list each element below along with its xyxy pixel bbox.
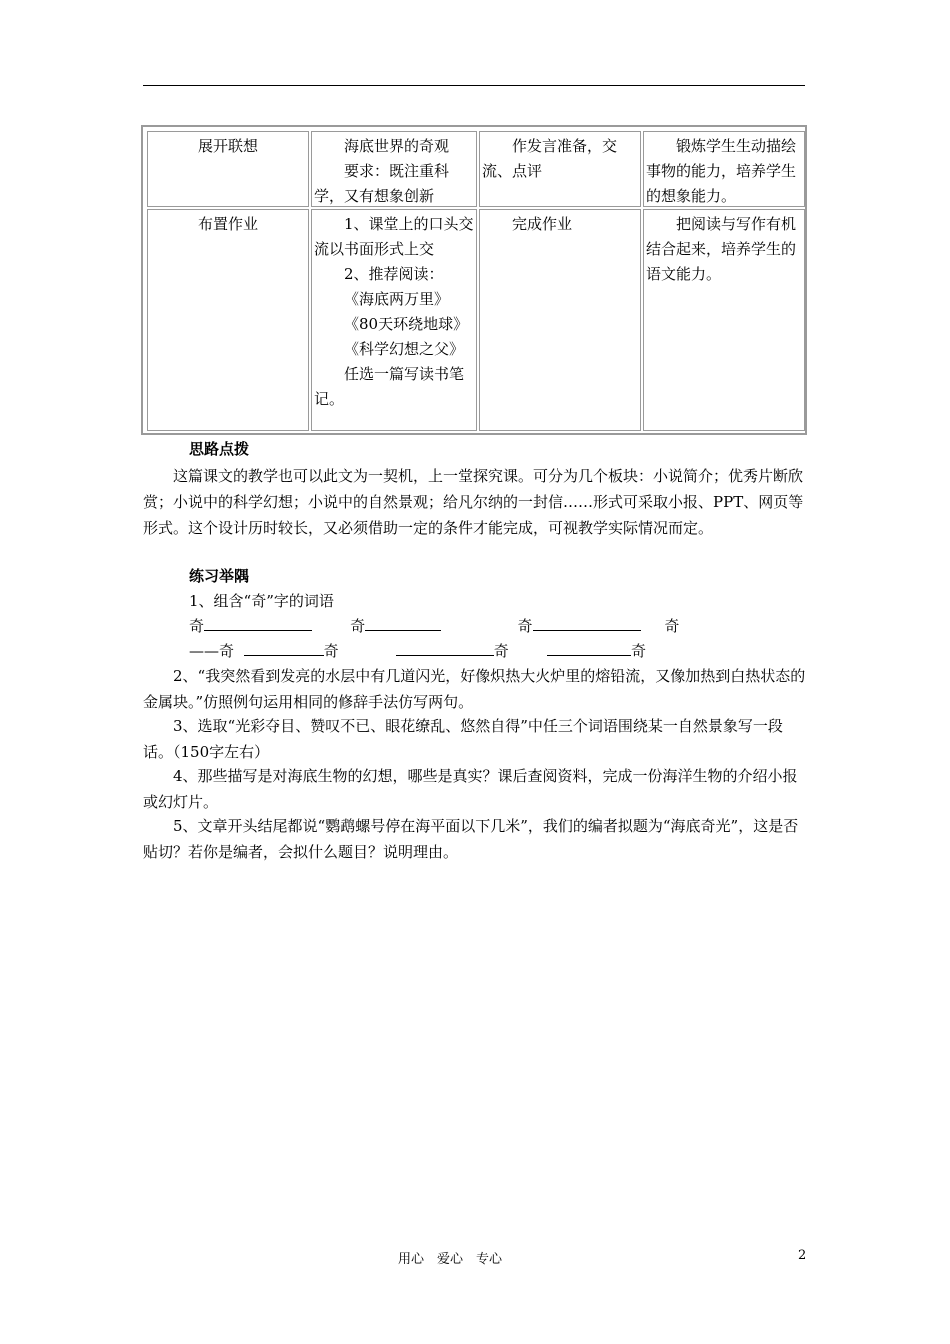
- section-title-thinking: 思路点拨: [189, 440, 250, 458]
- table-cell-r1c1: [147, 131, 309, 207]
- cell-text: 作发言准备，交流、点评: [482, 137, 618, 180]
- cell-text: 1、课堂上的口头交流以书面形式上交: [314, 215, 474, 258]
- cell-text: 《海底两万里》: [344, 290, 450, 308]
- page-number: 2: [798, 1248, 807, 1263]
- answer-blank[interactable]: [244, 639, 324, 656]
- table-cell-r2c2: [311, 209, 477, 431]
- char: 奇: [350, 617, 366, 635]
- exercise-q1: 1、组含“奇”字的词语: [189, 592, 334, 610]
- char: 奇: [664, 617, 680, 635]
- section-title-exercises: 练习举隅: [189, 567, 250, 585]
- answer-blank[interactable]: [396, 639, 494, 656]
- cell-text: 2、推荐阅读：: [344, 265, 444, 283]
- prefix: ——奇: [189, 642, 235, 660]
- cell-text: 把阅读与写作有机结合起来，培养学生的语文能力。: [646, 215, 797, 283]
- cell-text: 《科学幻想之父》: [344, 340, 465, 358]
- answer-blank[interactable]: [365, 614, 441, 631]
- table-cell-r1c3: [479, 131, 641, 207]
- table-cell-r2c3: [479, 209, 641, 431]
- char: 奇: [189, 617, 205, 635]
- header-rule: [143, 85, 805, 86]
- exercise-q4: 4、那些描写是对海底生物的幻想，哪些是真实？课后查阅资料，完成一份海洋生物的介绍小报或幻灯片。: [143, 767, 798, 811]
- exercise-q1-row2: [189, 638, 646, 664]
- cell-text: 展开联想: [197, 137, 258, 155]
- exercise-q3: 3、选取“光彩夺目、赞叹不已、眼花缭乱、悠然自得”中任三个词语围绕某一自然景象写一段话。（150字左右）: [143, 717, 783, 761]
- cell-text: 《80天环绕地球》: [344, 315, 469, 333]
- cell-text: 要求：既注重科学，又有想象创新: [314, 162, 450, 205]
- footer-motto: 用心 爱心 专心: [398, 1252, 503, 1267]
- exercise-q5: 5、文章开头结尾都说“鹦鹉螺号停在海平面以下几米”，我们的编者拟题为“海底奇光”，这是否贴切？若你是编者，会拟什么题目？说明理由。: [143, 817, 799, 861]
- table-cell-r2c4: [643, 209, 805, 431]
- cell-text: 海底世界的奇观: [344, 137, 450, 155]
- paragraph-thinking: 这篇课文的教学也可以此文为一契机，上一堂探究课。可分为几个板块：小说简介；优秀片断欣赏；小说中的科学幻想；小说中的自然景观；给凡尔纳的一封信……形式可采取小报、PPT、网页等形式。这个设计历时较长，又必须借助一定的条件才能完成，可视教学实际情况而定。: [143, 467, 804, 537]
- table-cell-r1c2: [311, 131, 477, 207]
- table-cell-r1c4: [643, 131, 805, 207]
- cell-text: 布置作业: [197, 215, 258, 233]
- answer-blank[interactable]: [533, 614, 641, 631]
- exercise-q1-row1: [189, 613, 679, 639]
- exercise-q2: 2、“我突然看到发亮的水层中有几道闪光，好像炽热大火炉里的熔铅流，又像加热到白热状态的金属块。”仿照例句运用相同的修辞手法仿写两句。: [143, 667, 806, 711]
- char: 奇: [517, 617, 533, 635]
- cell-text: 锻炼学生生动描绘事物的能力，培养学生的想象能力。: [646, 137, 797, 205]
- table-cell-r2c1: [147, 209, 309, 431]
- cell-text: 任选一篇写读书笔记。: [314, 365, 465, 408]
- cell-text: 完成作业: [512, 215, 573, 233]
- answer-blank[interactable]: [204, 614, 312, 631]
- char: 奇: [630, 642, 646, 660]
- char: 奇: [323, 642, 339, 660]
- answer-blank[interactable]: [547, 639, 631, 656]
- char: 奇: [493, 642, 509, 660]
- lesson-table: [141, 125, 807, 435]
